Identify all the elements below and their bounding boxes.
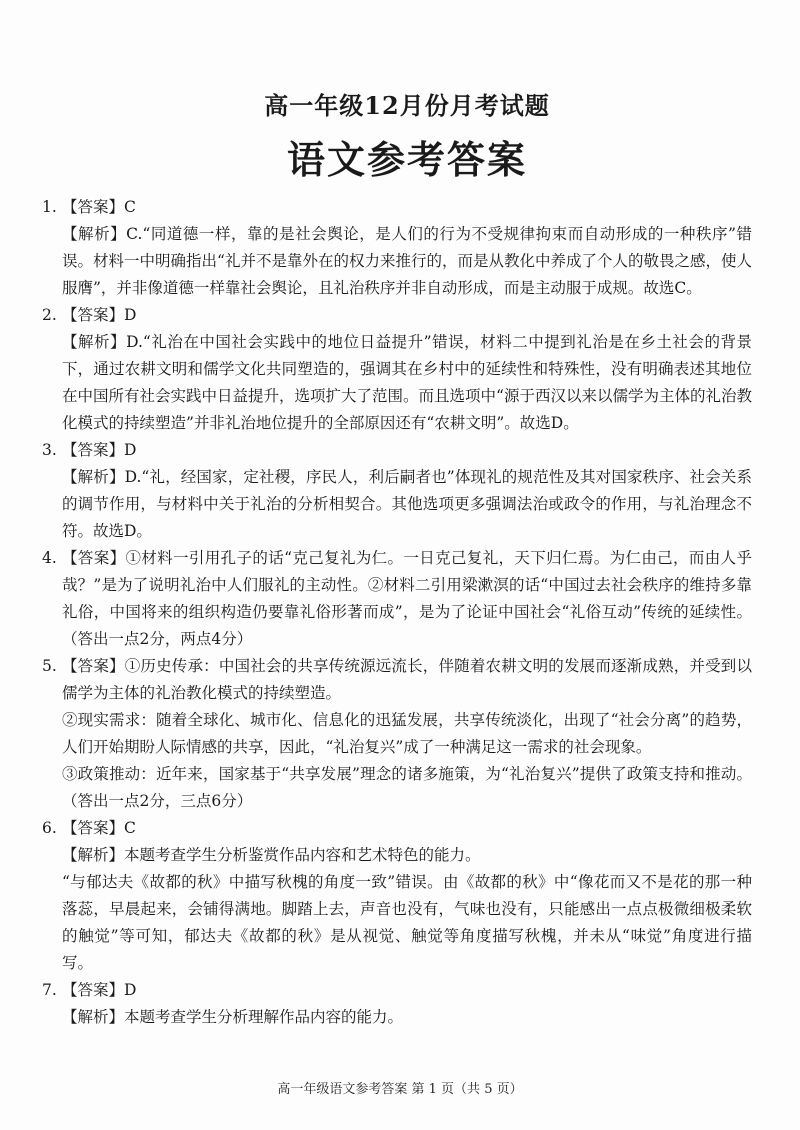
answer-item bbox=[42, 653, 752, 815]
answer-item bbox=[42, 815, 752, 977]
answer-item bbox=[42, 437, 752, 545]
explanation-paragraph: “与郁达夫《故都的秋》中描写秋槐的角度一致”错误。由《故都的秋》中“像花而又不是花的那一种落蕊，早晨起来，会铺得满地。脚踏上去，声音也没有，气味也没有，只能感出一点点极微细极柔软的触觉”等可知，郁达夫《故都的秋》是从视觉、触觉等角度描写秋槐，并未从“味觉”角度进行描写。 bbox=[62, 873, 752, 972]
answer-line: 【答案】C bbox=[62, 198, 136, 216]
item-number: 7. bbox=[42, 981, 57, 999]
item-number: 2. bbox=[42, 306, 57, 324]
answer-line: 【答案】D bbox=[62, 306, 137, 324]
document-title: 语文参考答案 bbox=[286, 137, 527, 182]
answer-line: 【答案】D bbox=[62, 981, 137, 999]
page-footer: 高一年级语文参考答案 第 1 页（共 5 页） bbox=[277, 1082, 523, 1097]
explanation-paragraph: ②现实需求：随着全球化、城市化、信息化的迅猛发展，共享传统淡化，出现了“社会分离”的趋势，人们开始期盼人际情感的共享，因此，“礼治复兴”成了一种满足这一需求的社会现象。 bbox=[62, 711, 752, 756]
answer-page bbox=[42, 86, 752, 1031]
item-number: 5. bbox=[42, 657, 57, 675]
answer-list bbox=[42, 194, 752, 1031]
item-number: 4. bbox=[42, 549, 57, 567]
item-number: 6. bbox=[42, 819, 57, 837]
answer-line: 【答案】C bbox=[62, 819, 136, 837]
explanation-paragraph: 【解析】本题考查学生分析理解作品内容的能力。 bbox=[62, 1008, 404, 1026]
explanation-paragraph: 【解析】C.“同道德一样，靠的是社会舆论，是人们的行为不受规律拘束而自动形成的一种秩序”错误。材料一中明确指出“礼并不是靠外在的权力来推行的，而是从教化中养成了个人的敬畏之感，使人服膺”，并非像道德一样靠社会舆论，且礼治秩序并非自动形成，而是主动服于成规。故选C。 bbox=[62, 225, 752, 297]
answer-item bbox=[42, 194, 752, 302]
answer-line: 【答案】D bbox=[62, 441, 137, 459]
item-number: 1. bbox=[42, 198, 57, 216]
explanation-paragraph: 【答案】①历史传承：中国社会的共享传统源远流长，伴随着农耕文明的发展而逐渐成熟，并受到以儒学为主体的礼治教化模式的持续塑造。 bbox=[62, 657, 752, 702]
explanation-paragraph: 【答案】①材料一引用孔子的话“克己复礼为仁。一日克己复礼，天下归仁焉。为仁由己，而由人乎哉？”是为了说明礼治中人们服礼的主动性。②材料二引用梁漱溟的话“中国过去社会秩序的维持多靠礼俗，中国将来的组织构造仍要靠礼俗形著而成”，是为了论证中国社会“礼俗互动”传统的延续性。（答出一点2分，两点4分） bbox=[62, 549, 752, 648]
answer-item bbox=[42, 977, 752, 1031]
explanation-paragraph: 【解析】D.“礼治在中国社会实践中的地位日益提升”错误，材料二中提到礼治是在乡土社会的背景下，通过农耕文明和儒学文化共同塑造的，强调其在乡村中的延续性和特殊性，没有明确表述其地位在中国所有社会实践中日益提升，选项扩大了范围。而且选项中“源于西汉以来以儒学为主体的礼治教化模式的持续塑造”并非礼治地位提升的全部原因还有“农耕文明”。故选D。 bbox=[62, 333, 752, 432]
item-number: 3. bbox=[42, 441, 57, 459]
answer-item bbox=[42, 545, 752, 653]
explanation-paragraph: 【解析】D.“礼，经国家，定社稷，序民人，利后嗣者也”体现礼的规范性及其对国家秩序、社会关系的调节作用，与材料中关于礼治的分析相契合。其他选项更多强调法治或政令的作用，与礼治理念不符。故选D。 bbox=[62, 468, 752, 540]
explanation-paragraph: ③政策推动：近年来，国家基于“共享发展”理念的诸多施策，为“礼治复兴”提供了政策支持和推动。（答出一点2分，三点6分） bbox=[62, 765, 752, 810]
exam-title: 高一年级12月份月考试题 bbox=[264, 91, 550, 120]
answer-item bbox=[42, 302, 752, 437]
explanation-paragraph: 【解析】本题考查学生分析鉴赏作品内容和艺术特色的能力。 bbox=[62, 846, 481, 864]
